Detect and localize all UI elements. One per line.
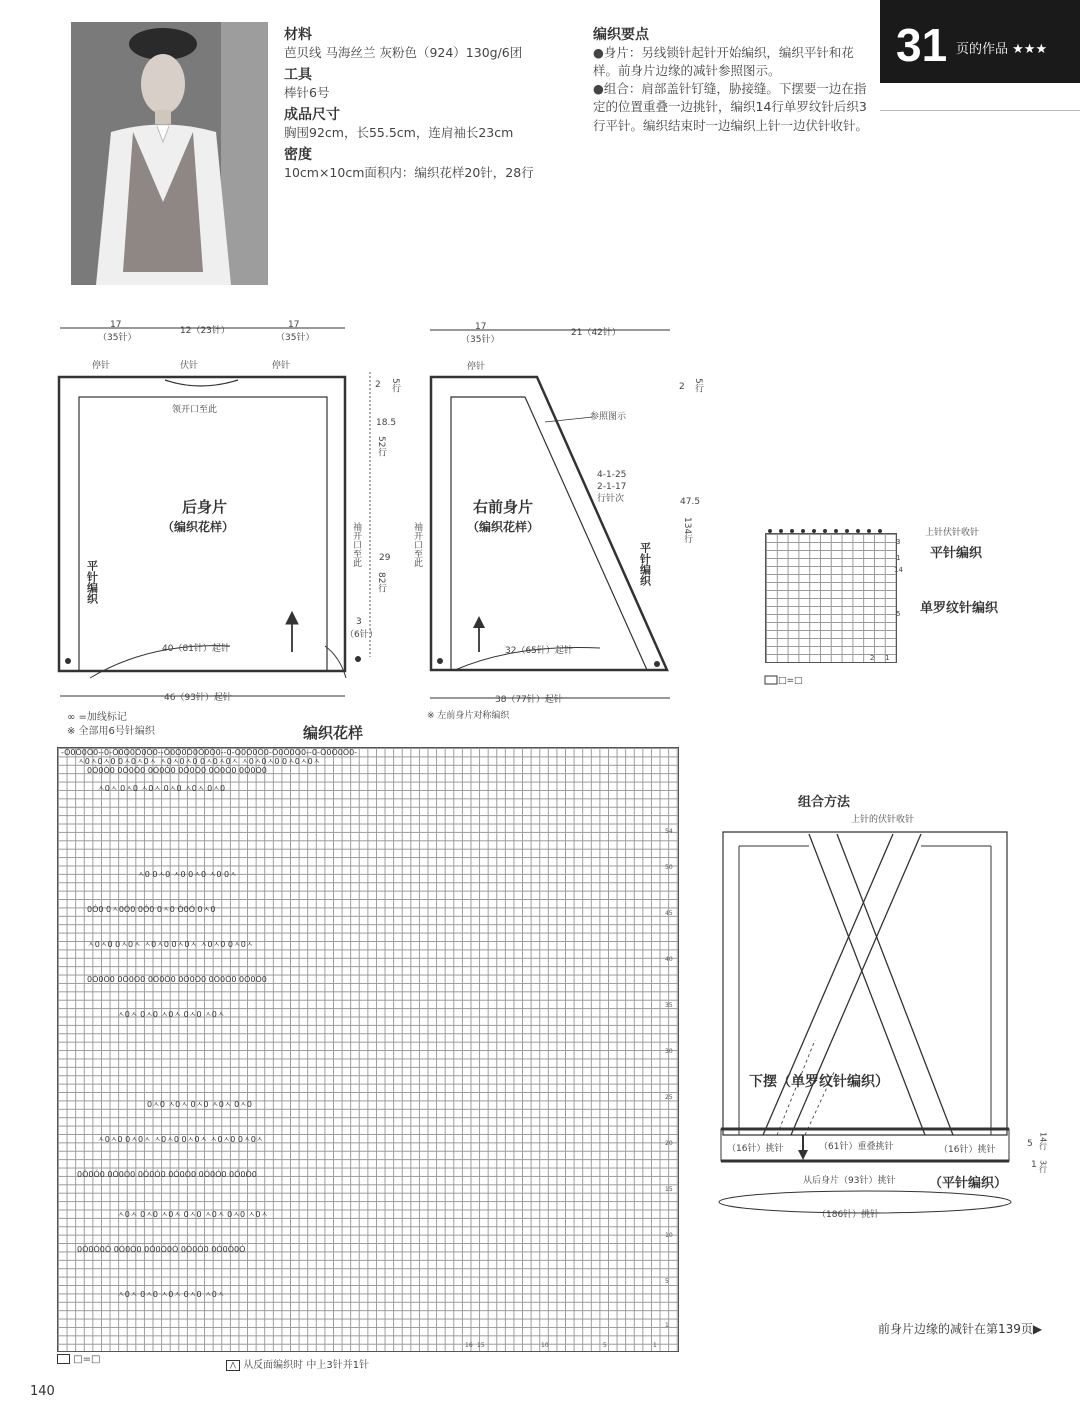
model-photo	[71, 22, 268, 285]
row-num: 10	[665, 1232, 673, 1239]
front-r2b: 134行	[682, 517, 692, 544]
points-body: ●身片：另线锁针起针开始编织，编织平针和花样。前身片边缘的减针参照图示。	[593, 45, 854, 79]
size-title: 成品尺寸	[284, 107, 340, 124]
rib-flat-label: 平针编织	[930, 546, 983, 561]
svg-text:0Ó0Ó0 0Ó0Ó0 0Ó0Ó0 0Ó0Ó0 0Ó: 0Ó0Ó0 0Ó0Ó0 0Ó0Ó0 0Ó0Ó0 0Ó0Ó0 0Ó0Ó0	[87, 975, 267, 984]
svg-text:-Ó0Ó0Ó0--0-Ó0Ó0Ó0Ó0--Ó0Ó0Ó0Ó0Ó: -Ó0Ó0Ó0--0-Ó0Ó0Ó0Ó0--Ó0Ó0Ó0Ó0Ó0--0-Ó0Ó0Ó0-Ó0Ó0Ó0--0-Ó0Ó0Ó0-	[61, 748, 358, 757]
row-num: 5	[665, 1278, 669, 1285]
svg-text:0Ó0Ó0 0Ó0Ó0 0Ó0Ó0 0Ó0Ó0 0Ó: 0Ó0Ó0 0Ó0Ó0 0Ó0Ó0 0Ó0Ó0 0Ó0Ó0 0Ó0Ó0	[87, 766, 267, 775]
rib-num: 1	[896, 554, 901, 562]
row-num: 20	[665, 1140, 673, 1147]
front-ref: 参照图示	[590, 412, 627, 422]
back-top-left-st: （35针）	[98, 333, 137, 343]
pattern-legend-2: ⋀ 从反面编织时 中上3针并1针	[226, 1356, 369, 1371]
back-r4b: （6针）	[345, 630, 378, 640]
assembly-r1b: 14行	[1038, 1132, 1048, 1151]
back-r4: 3	[356, 617, 362, 627]
assembly-top-label: 上针的伏针收针	[851, 815, 915, 825]
rib-legend: □=□	[778, 676, 803, 686]
back-side-flat: 平针编织	[85, 560, 99, 604]
svg-text:ㅅ0ㅅ0 0ㅅ0ㅅ ㅅ0ㅅ0 0ㅅ0ㅅ ㅅ0ㅅ0: ㅅ0ㅅ0 0ㅅ0ㅅ ㅅ0ㅅ0 0ㅅ0ㅅ ㅅ0ㅅ0 0ㅅ0ㅅ	[97, 1135, 264, 1144]
col-num: 5	[603, 1342, 607, 1349]
back-r1b: 5行	[390, 378, 400, 393]
back-top-left-cm: 17	[110, 320, 122, 330]
header-divider	[880, 110, 1080, 111]
svg-text:ㅅ0ㅅ0ㅅ0 0ㅅ0ㅅ0ㅅ ㅅ0ㅅ0ㅅ0 0ㅅ0ㅅ0ㅅ: ㅅ0ㅅ0ㅅ0 0ㅅ0ㅅ0ㅅ ㅅ0ㅅ0ㅅ0 0ㅅ0ㅅ0ㅅ ㅅ0ㅅ0ㅅ0 0ㅅ0ㅅ0ㅅ	[77, 757, 321, 766]
star-rating: ★★★	[1012, 42, 1048, 57]
svg-text:ㅅ0ㅅ 0ㅅ0 ㅅ0ㅅ 0ㅅ0 ㅅ0ㅅ: ㅅ0ㅅ 0ㅅ0 ㅅ0ㅅ 0ㅅ0 ㅅ0ㅅ	[117, 1290, 225, 1299]
tools-title: 工具	[284, 67, 312, 84]
col-num: 1	[653, 1342, 657, 1349]
materials-title: 材料	[284, 27, 312, 43]
project-number: 31	[896, 19, 948, 71]
front-title: 右前身片	[473, 498, 534, 516]
back-top-mid: 12（23针）	[180, 326, 230, 336]
assembly-r2b: 3行	[1038, 1160, 1048, 1174]
back-subtitle: （编织花样）	[162, 520, 235, 534]
rib-num: 14	[894, 566, 903, 574]
back-top-right-cm: 17	[288, 320, 300, 330]
front-dec1: 4-1-25	[597, 470, 627, 480]
front-r1b: 5行	[693, 378, 703, 393]
front-top-left-cm: 17	[475, 322, 487, 332]
svg-text:ㅅ0ㅅ 0ㅅ0 ㅅ0ㅅ 0ㅅ0 ㅅ0ㅅ 0ㅅ0: ㅅ0ㅅ 0ㅅ0 ㅅ0ㅅ 0ㅅ0 ㅅ0ㅅ 0ㅅ0 ㅅ0ㅅ	[117, 1210, 269, 1219]
back-piece-diagram	[40, 312, 410, 742]
row-num: 25	[665, 1094, 673, 1101]
rib-ribbing-label: 单罗纹针编织	[920, 601, 999, 616]
front-mirror-note: ※ 左前身片对称编织	[427, 711, 510, 721]
rib-num: 1	[885, 654, 890, 662]
page-number: 140	[30, 1384, 55, 1399]
pattern-legend: □=□	[57, 1354, 100, 1365]
back-title: 后身片	[182, 498, 228, 516]
needle-note: ※ 全部用6号针编织	[67, 726, 155, 737]
svg-text:0ㅅ0 ㅅ0ㅅ 0ㅅ0 ㅅ0ㅅ 0ㅅ0: 0ㅅ0 ㅅ0ㅅ 0ㅅ0 ㅅ0ㅅ 0ㅅ0	[147, 1100, 252, 1109]
back-top-right-st: （35针）	[276, 333, 315, 343]
assembly-hem-label: 下摆（单罗纹针编织）	[749, 1074, 889, 1090]
gauge-text: 10cm×10cm面积内：编织花样20针，28行	[284, 165, 534, 181]
points-title: 编织要点	[593, 27, 649, 43]
pattern-title: 编织花样	[303, 724, 364, 742]
mark-note: ∞ =加线标记	[67, 712, 127, 723]
back-bind-off: 伏针	[180, 361, 199, 371]
assembly-flat-label: （平针编织）	[929, 1176, 1008, 1191]
gauge-title: 密度	[284, 147, 312, 164]
footer-ref: 前身片边缘的减针在第139页▶	[878, 1322, 1043, 1336]
front-r2: 47.5	[680, 497, 701, 507]
rib-num: 2	[870, 654, 875, 662]
assembly-r1: 5	[1027, 1139, 1033, 1149]
assembly-r2: 1	[1031, 1160, 1037, 1170]
front-cast-on-outer: 38（77针）起针	[495, 695, 563, 705]
back-r3: 29	[379, 553, 391, 563]
front-dec3: 行针次	[597, 494, 625, 504]
front-dec2: 2-1-17	[597, 482, 627, 492]
front-r1: 2	[679, 382, 685, 392]
row-num: 35	[665, 1002, 673, 1009]
tools-text: 棒针6号	[284, 85, 330, 101]
assembly-diagram	[715, 790, 1065, 1230]
svg-text:ㅅ0ㅅ0 0ㅅ0ㅅ ㅅ0ㅅ0 0ㅅ0ㅅ ㅅ0ㅅ0: ㅅ0ㅅ0 0ㅅ0ㅅ ㅅ0ㅅ0 0ㅅ0ㅅ ㅅ0ㅅ0 0ㅅ0ㅅ	[87, 940, 254, 949]
materials-text: 芭贝线 马海丝兰 灰粉色（924）130g/6团	[284, 45, 523, 60]
row-num: 50	[665, 864, 673, 871]
rib-chart-overlay	[760, 524, 1050, 684]
back-stop-left: 停针	[92, 361, 111, 371]
back-stop-right: 停针	[272, 361, 291, 371]
assembly-pick-mid: （61针）重叠挑针	[819, 1142, 894, 1152]
svg-text:ㅅ0ㅅ 0ㅅ0 ㅅ0ㅅ 0ㅅ0 ㅅ0: ㅅ0ㅅ 0ㅅ0 ㅅ0ㅅ 0ㅅ0 ㅅ0ㅅ	[117, 1010, 225, 1019]
assembly-title: 组合方法	[798, 795, 851, 810]
assembly-pick-right: （16针）挑针	[939, 1145, 996, 1155]
back-neck-note: 领开口至此	[172, 405, 218, 415]
front-armhole-note: 袖开口至此	[412, 522, 422, 567]
stitch-chart-symbols	[57, 747, 677, 1350]
row-num: 1	[665, 1322, 669, 1329]
front-stop: 停针	[467, 362, 486, 372]
col-num: 16	[465, 1342, 473, 1349]
front-subtitle: （编织花样）	[467, 520, 540, 534]
front-top-right: 21（42针）	[571, 328, 621, 338]
back-r1: 2	[375, 380, 381, 390]
size-text: 胸围92cm，长55.5cm，连肩袖长23cm	[284, 125, 514, 141]
svg-text:0Ó0 0ㅅ0Ó0 0Ó0 0ㅅ0 Ó0Ó: 0Ó0 0ㅅ0Ó0 0Ó0 0ㅅ0 Ó0Ó 0ㅅ0	[87, 905, 216, 914]
svg-text:ㅅ0 0ㅅ0 ㅅ0 0ㅅ0 ㅅ0: ㅅ0 0ㅅ0 ㅅ0 0ㅅ0 ㅅ0 0ㅅ	[137, 870, 237, 879]
back-r2b: 52行	[376, 436, 386, 457]
svg-text:0Ó0Ó0Ó 0Ó0Ó0 0Ó0Ó0Ó 0Ó0Ó0: 0Ó0Ó0Ó 0Ó0Ó0 0Ó0Ó0Ó 0Ó0Ó0 0Ó0Ó0Ó	[77, 1245, 246, 1254]
page-ref-header	[880, 0, 1080, 83]
row-num: 30	[665, 1048, 673, 1055]
project-suffix: 页的作品 ★★★	[956, 42, 1048, 57]
rib-top-label: 上针伏针收针	[925, 528, 980, 538]
front-cast-on-inner: 32（65针）起针	[505, 646, 573, 656]
back-armhole-note: 袖开口至此	[351, 522, 361, 567]
row-num: 40	[665, 956, 673, 963]
assembly-pick-left: （16针）挑针	[727, 1144, 784, 1154]
svg-text:ㅅ0ㅅ 0ㅅ0 ㅅ0ㅅ 0ㅅ0 ㅅ0: ㅅ0ㅅ 0ㅅ0 ㅅ0ㅅ 0ㅅ0 ㅅ0ㅅ 0ㅅ0	[97, 784, 226, 793]
back-r3b: 82行	[376, 572, 386, 593]
materials-block	[284, 24, 584, 183]
assembly-from-back: 从后身片（93针）挑针	[803, 1176, 896, 1186]
rib-num: 3	[896, 538, 901, 546]
back-r2: 18.5	[376, 418, 397, 428]
row-num: 15	[665, 1186, 673, 1193]
back-cast-on-inner: 40（81针）起针	[162, 644, 230, 654]
svg-text:0Ó0Ó0 0Ó0Ó0 0Ó0Ó0 0Ó0Ó0 0Ó: 0Ó0Ó0 0Ó0Ó0 0Ó0Ó0 0Ó0Ó0 0Ó0Ó0 0Ó0Ó0	[77, 1170, 257, 1179]
assembly-total: （186针）挑针	[817, 1210, 880, 1220]
model-illustration	[71, 22, 268, 285]
rib-num: 5	[896, 610, 901, 618]
knitting-points	[593, 24, 869, 135]
col-num: 15	[477, 1342, 485, 1349]
back-cast-on-outer: 46（93针）起针	[164, 693, 232, 703]
front-piece-diagram	[412, 312, 715, 722]
points-assembly: ●组合：肩部盖针钉缝，胁接缝。下摆要一边在指定的位置重叠一边挑针，编织14行单罗纹针后织3行平针。编织结束时一边编织上针一边伏针收针。	[593, 81, 869, 133]
front-top-left-st: （35针）	[461, 335, 500, 345]
row-num: 54	[665, 828, 673, 835]
front-side-flat: 平针编织	[638, 542, 652, 586]
row-num: 45	[665, 910, 673, 917]
col-num: 10	[541, 1342, 549, 1349]
